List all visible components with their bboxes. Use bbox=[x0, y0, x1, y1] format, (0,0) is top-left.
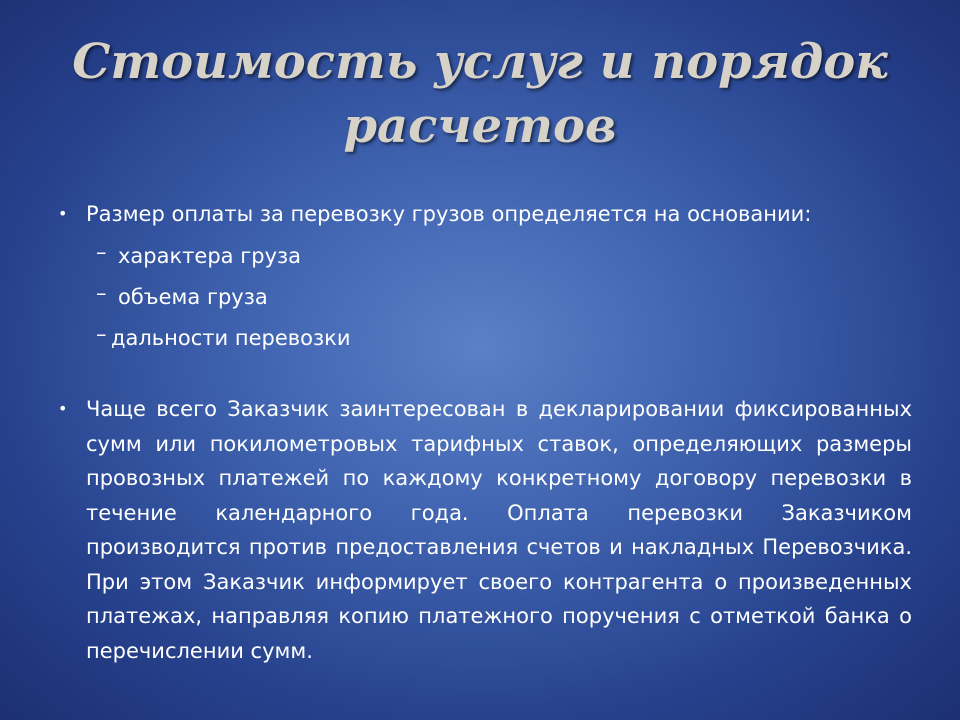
sub-list-item bbox=[56, 236, 916, 277]
slide-body bbox=[56, 198, 916, 668]
bullet-icon: • bbox=[58, 204, 68, 223]
sub-list-item-text: объема груза bbox=[118, 285, 268, 309]
dash-icon: – bbox=[96, 281, 107, 305]
sub-list-item bbox=[56, 277, 916, 318]
sub-list-item bbox=[56, 318, 916, 359]
dash-icon: – bbox=[96, 240, 107, 264]
bullet-text: Чаще всего Заказчик заинтересован в декларировании фиксированных сумм или покилометровых тарифных ставок, определяющих размеры провозных платежей по каждому конкретному договору перевозки в течение календарного года. Оплата перевозки Заказчиком производится против предоставления счетов и накладных Перевозчика. При этом Заказчик информирует своего контрагента о произведенных платежах, направляя копию платежного поручения с отметкой банка о перечислении сумм. bbox=[86, 397, 912, 663]
bullet-text: Размер оплаты за перевозку грузов определяется на основании: bbox=[86, 202, 812, 226]
sub-list-item-text: характера груза bbox=[118, 244, 302, 268]
dash-icon: – bbox=[96, 322, 107, 346]
bullet-item bbox=[56, 392, 916, 668]
sub-list bbox=[56, 236, 916, 359]
sub-list-item-text: дальности перевозки bbox=[111, 326, 351, 350]
bullet-icon: • bbox=[58, 399, 68, 418]
bullet-item bbox=[56, 198, 916, 230]
slide-title: Стоимость услуг и порядок расчетов bbox=[72, 34, 888, 154]
